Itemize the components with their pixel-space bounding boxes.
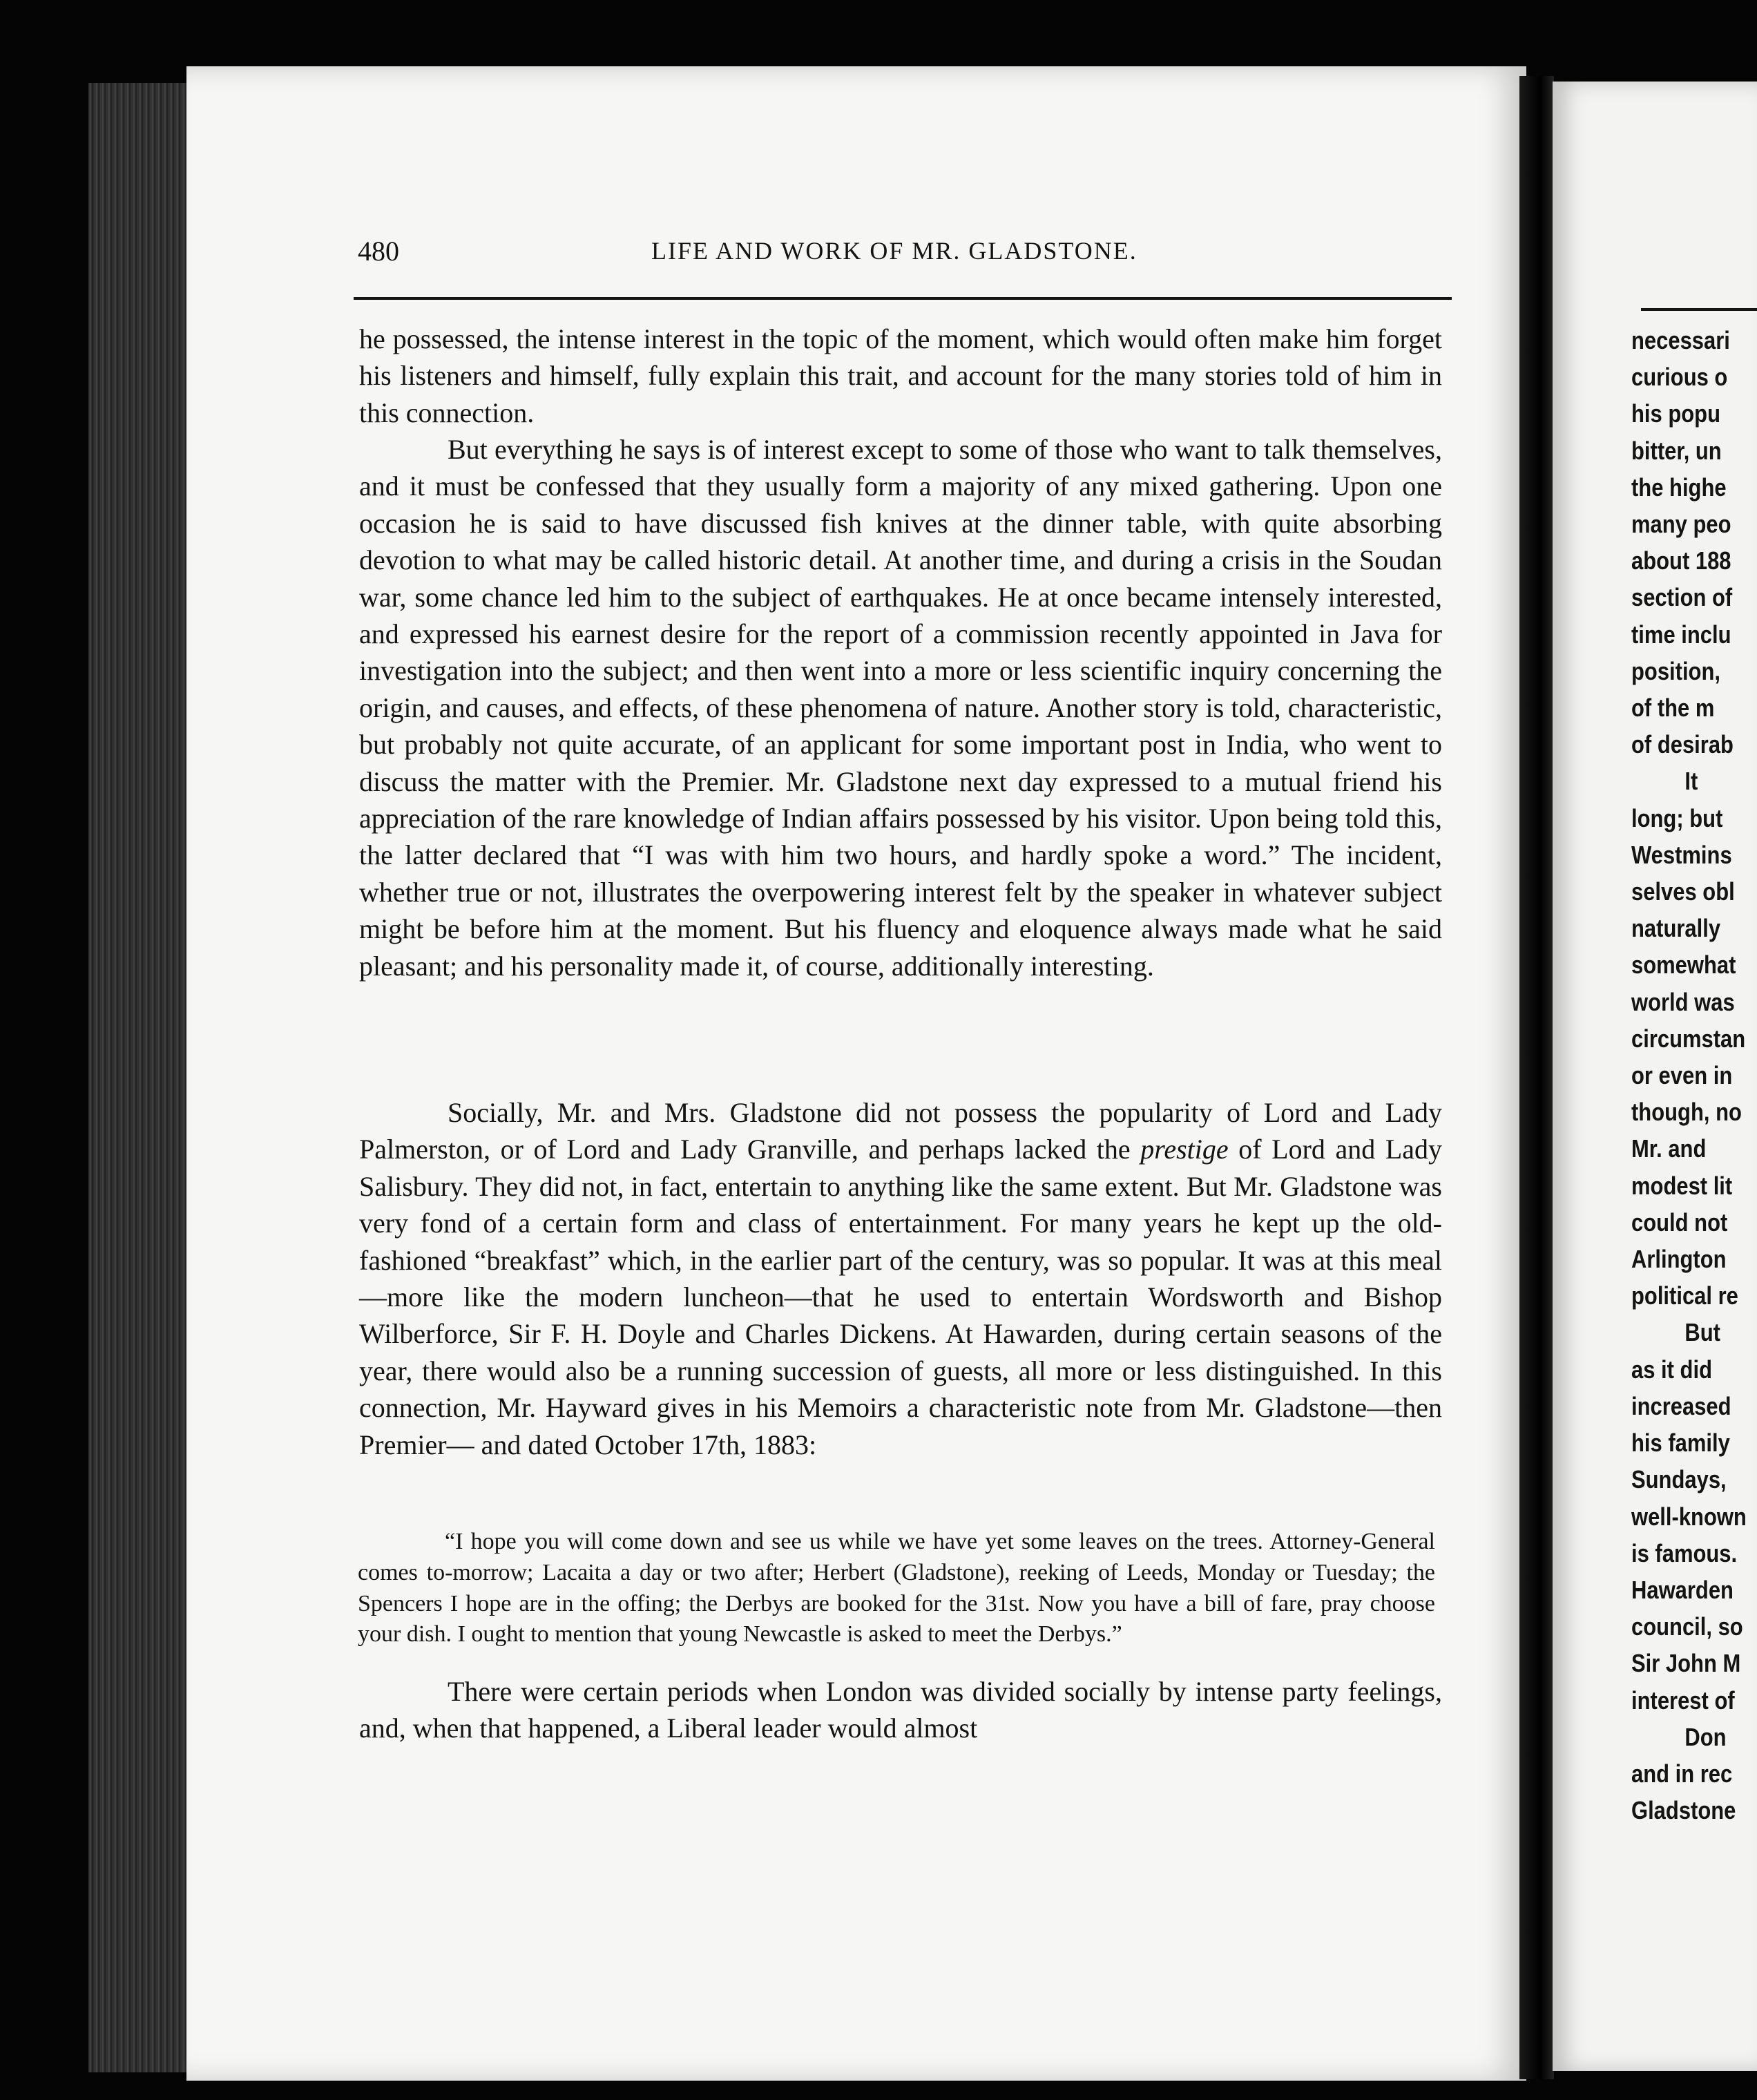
- right-page-line: Hawarden: [1631, 1575, 1734, 1604]
- right-page-line: position,: [1631, 656, 1720, 685]
- italic-prestige: prestige: [1140, 1134, 1229, 1165]
- right-page-line: Sir John M: [1631, 1649, 1741, 1678]
- right-page-line: of desirab: [1631, 730, 1734, 759]
- right-page-line: It: [1684, 767, 1698, 796]
- paragraph-socially-text-b: of Lord and Lady Salisbury. They did not, in fact, entertain to anything like the same extent. But Mr. Gladstone was very fond of a certain form and class of entertainment. For many years he kept up the old-fashioned “breakfast” which, in the earlier part of the century, was so popular. It was at this meal—more like the modern luncheon—that he used to entertain Wordsworth and Bishop Wilberforce, Sir F. H. Doyle and Charles Dickens. At Hawarden, during certain seasons of the year, there would also be a running succession of guests, all more or less distinguished. In this connection, Mr. Hayward gives in his Memoirs a characteristic note from Mr. Gladstone—then Premier— and dated October 17th, 1883:: [359, 1134, 1443, 1460]
- right-page-line: Don: [1684, 1722, 1727, 1751]
- right-page-line: the highe: [1631, 472, 1727, 502]
- paragraph-socially: [359, 1094, 1442, 1463]
- right-page-line: of the m: [1631, 694, 1715, 723]
- page-number: 480: [358, 236, 399, 267]
- right-page-line: political re: [1631, 1281, 1738, 1310]
- running-title: LIFE AND WORK OF MR. GLADSTONE.: [651, 237, 1137, 265]
- right-page-line: long; but: [1631, 803, 1723, 832]
- right-page-line: necessari: [1631, 326, 1730, 354]
- paragraph-everything-of-interest: But everything he says is of interest except to some of those who want to talk themselves, and it must be confessed that they usually form a majority of any mixed gathering. Upon one occasion he is said to have discussed fish knives at the dinner table, with quite absorbing devotion to what may be called historic detail. At another time, and during a crisis in the Soudan war, some chance led him to the subject of earthquakes. He at once became intensely interested, and expressed his earnest desire for the report of a commission recently appointed in Java for investigation into the subject; and then went into a more or less scientific inquiry concerning the origin, and causes, and effects, of these phenomena of nature. Another story is told, characteristic, but probably not quite accurate, of an applicant for some important post in India, who went to discuss the matter with the Premier. Mr. Gladstone next day expressed to a mutual friend his appreciation of the rare knowledge of Indian affairs possessed by his visitor. Upon being told this, the latter declared that “I was with him two hours, and hardly spoke a word.” The incident, whether true or not, illustrates the overpowering interest felt by the speaker in whatever subject might be before him at the moment. But his fluency and eloquence always made what he said pleasant; and his personality made it, of course, additionally interesting.: [359, 434, 1442, 982]
- right-page-line: Arlington: [1631, 1245, 1727, 1274]
- right-page-line: circumstan: [1631, 1024, 1746, 1053]
- book-page-edges: [88, 83, 199, 2072]
- right-page-line: well-known: [1631, 1502, 1747, 1531]
- right-page-line: time inclu: [1631, 620, 1731, 649]
- right-page-line: as it did: [1631, 1355, 1712, 1384]
- right-page-line: Gladstone: [1631, 1796, 1736, 1825]
- running-head: [358, 233, 1449, 275]
- right-page-line: But: [1684, 1318, 1720, 1347]
- right-page-line: though, no: [1631, 1098, 1742, 1127]
- right-page-line: or even in: [1631, 1061, 1733, 1090]
- right-page-line: increased: [1631, 1391, 1731, 1420]
- paragraph-continued: he possessed, the intense interest in the topic of the moment, which would often make him forget his listeners and himself, fully explain this trait, and account for the many stories told of him in this connection.: [359, 323, 1442, 428]
- right-page-line: section of: [1631, 583, 1733, 612]
- book-gutter: [1519, 76, 1554, 2079]
- right-page-line: is famous.: [1631, 1538, 1738, 1567]
- right-page-line: naturally: [1631, 914, 1721, 943]
- right-page-line: Mr. and: [1631, 1134, 1707, 1163]
- right-page-line: bitter, un: [1631, 436, 1722, 465]
- right-page-line: Westmins: [1631, 840, 1732, 869]
- right-page-line: about 188: [1631, 546, 1731, 575]
- right-page-line: modest lit: [1631, 1171, 1733, 1200]
- right-page-line: somewhat: [1631, 951, 1736, 980]
- paragraph-london-divided: There were certain periods when London was divided socially by intense party feelings, and, when that happened, a Liberal leader would almost: [359, 1676, 1442, 1744]
- header-rule: [354, 297, 1452, 300]
- right-page-line: interest of: [1631, 1686, 1735, 1715]
- right-page-text-column: [1631, 322, 1757, 1829]
- right-page-line: could not: [1631, 1208, 1728, 1237]
- right-page-line: his family: [1631, 1429, 1730, 1458]
- right-page-line: his popu: [1631, 399, 1720, 428]
- gladstone-letter-quote: “I hope you will come down and see us while we have yet some leaves on the trees. Attorney-General comes to-morrow; Lacaita a day or two after; Herbert (Gladstone), reeking of Leeds, Monday or Tuesday; the Spencers I hope are in the offing; the Derbys are booked for the 31st. Now you have a bill of fare, pray choose your dish. I ought to mention that young Newcastle is asked to meet the Derbys.”: [358, 1529, 1435, 1648]
- right-page-line: and in rec: [1631, 1759, 1733, 1788]
- right-page-line: world was: [1631, 987, 1735, 1016]
- right-page-line: Sundays,: [1631, 1465, 1727, 1494]
- right-page-line: selves obl: [1631, 877, 1735, 906]
- right-page-line: many peo: [1631, 510, 1731, 539]
- right-page-header-rule: [1641, 308, 1757, 311]
- paragraph-socially-text-a: Socially, Mr. and Mrs. Gladstone did not possess the popularity of Lord and Lady Palmerston, or of Lord and Lady Granville, and perhaps lacked the: [359, 1097, 1442, 1165]
- right-page-line: council, so: [1631, 1612, 1743, 1641]
- right-page-line: curious o: [1631, 363, 1728, 392]
